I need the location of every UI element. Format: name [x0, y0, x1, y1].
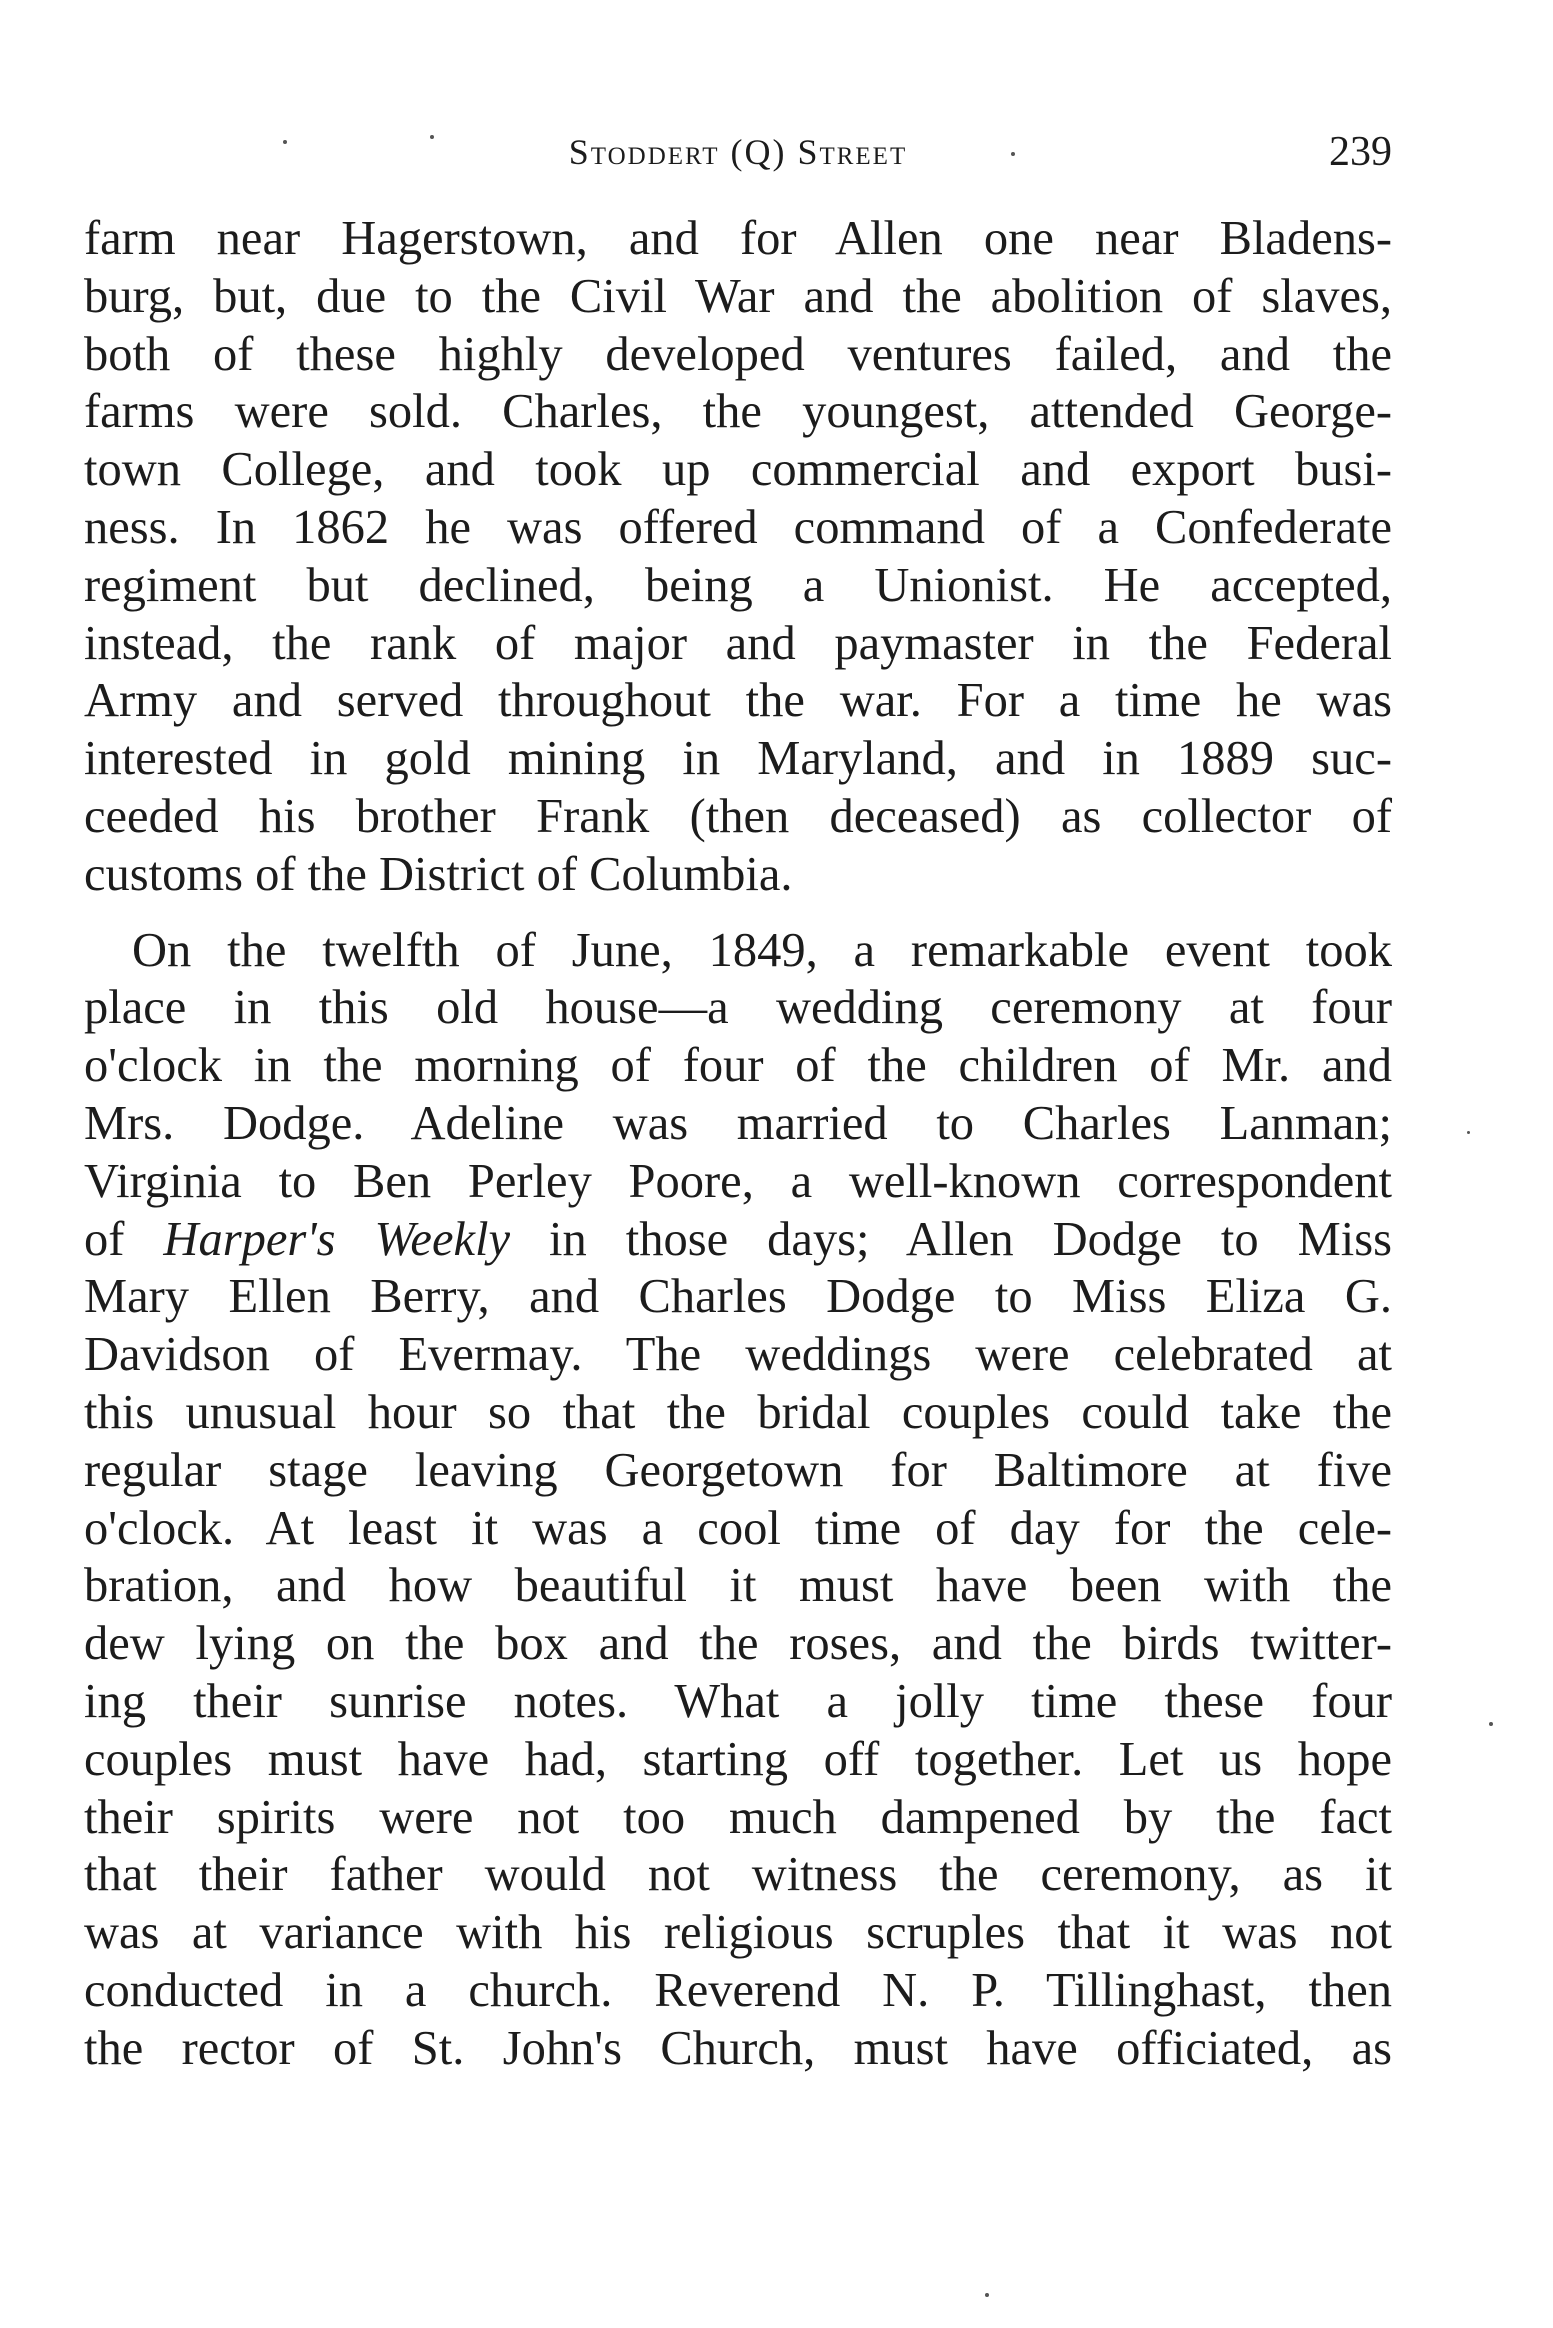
text-line: Mary Ellen Berry, and Charles Dodge to Miss Eliza G. — [84, 1270, 1392, 1324]
periodical-title: Harper's Weekly — [163, 1212, 511, 1266]
scan-speck — [1011, 152, 1015, 156]
text-line: town College, and took up commercial and export busi- — [84, 443, 1392, 497]
text-line: o'clock in the morning of four of the children of Mr. and — [84, 1039, 1392, 1093]
line-segment: in those days; Allen Dodge to Miss — [510, 1212, 1393, 1266]
text-line: On the twelfth of June, 1849, a remarkable event took — [132, 923, 1392, 977]
text-line: conducted in a church. Reverend N. P. Tillinghast, then — [84, 1963, 1392, 2017]
running-title: Stoddert (Q) Street — [568, 132, 908, 172]
text-line: both of these highly developed ventures failed, and the — [84, 327, 1392, 381]
text-line: burg, but, due to the Civil War and the abolition of slaves, — [84, 269, 1392, 323]
text-line: that their father would not witness the ceremony, as it — [84, 1848, 1392, 1902]
text-line: bration, and how beautiful it must have been with the — [84, 1559, 1392, 1613]
scan-speck — [1489, 1722, 1493, 1726]
text-line: ing their sunrise notes. What a jolly time these four — [84, 1674, 1392, 1728]
text-line: instead, the rank of major and paymaster in the Federal — [84, 616, 1392, 670]
text-line: farms were sold. Charles, the youngest, attended George- — [84, 385, 1392, 439]
text-line: Army and served throughout the war. For a time he was — [84, 674, 1392, 728]
scan-speck — [283, 140, 287, 144]
scan-speck — [430, 135, 434, 139]
text-line: Mrs. Dodge. Adeline was married to Charles Lanman; — [84, 1096, 1392, 1150]
text-line: Virginia to Ben Perley Poore, a well-known correspondent — [84, 1154, 1392, 1208]
text-line: the rector of St. John's Church, must have officiated, as — [84, 2021, 1392, 2075]
line-segment: of — [84, 1212, 164, 1266]
paragraph-1 — [84, 210, 1392, 904]
paragraph-2 — [84, 922, 1392, 2078]
text-line: this unusual hour so that the bridal couples could take the — [84, 1385, 1392, 1439]
text-line: ness. In 1862 he was offered command of a Confederate — [84, 500, 1392, 554]
scan-speck — [1467, 1131, 1470, 1134]
text-line: regular stage leaving Georgetown for Baltimore at five — [84, 1443, 1392, 1497]
text-line: o'clock. At least it was a cool time of day for the cele- — [84, 1501, 1392, 1555]
text-line: place in this old house—a wedding ceremony at four — [84, 981, 1392, 1035]
text-line: ceeded his brother Frank (then deceased) as collector of — [84, 789, 1392, 843]
text-line: was at variance with his religious scruples that it was not — [84, 1906, 1392, 1960]
text-line: dew lying on the box and the roses, and the birds twitter- — [84, 1617, 1392, 1671]
page-number: 239 — [1329, 129, 1392, 175]
text-line: Davidson of Evermay. The weddings were celebrated at — [84, 1328, 1392, 1382]
paragraph-gap — [84, 904, 1392, 922]
running-head — [84, 122, 1392, 182]
text-line-with-italic — [84, 1211, 1392, 1269]
text-line: couples must have had, starting off together. Let us hope — [84, 1732, 1392, 1786]
text-line: regiment but declined, being a Unionist. He accepted, — [84, 558, 1392, 612]
text-line: farm near Hagerstown, and for Allen one near Bladens- — [84, 212, 1392, 265]
text-line: customs of the District of Columbia. — [84, 847, 793, 901]
text-line: their spirits were not too much dampened by the fact — [84, 1790, 1392, 1844]
body-text — [84, 210, 1392, 2078]
scan-speck — [985, 2293, 989, 2297]
text-line: interested in gold mining in Maryland, and in 1889 suc- — [84, 732, 1392, 786]
